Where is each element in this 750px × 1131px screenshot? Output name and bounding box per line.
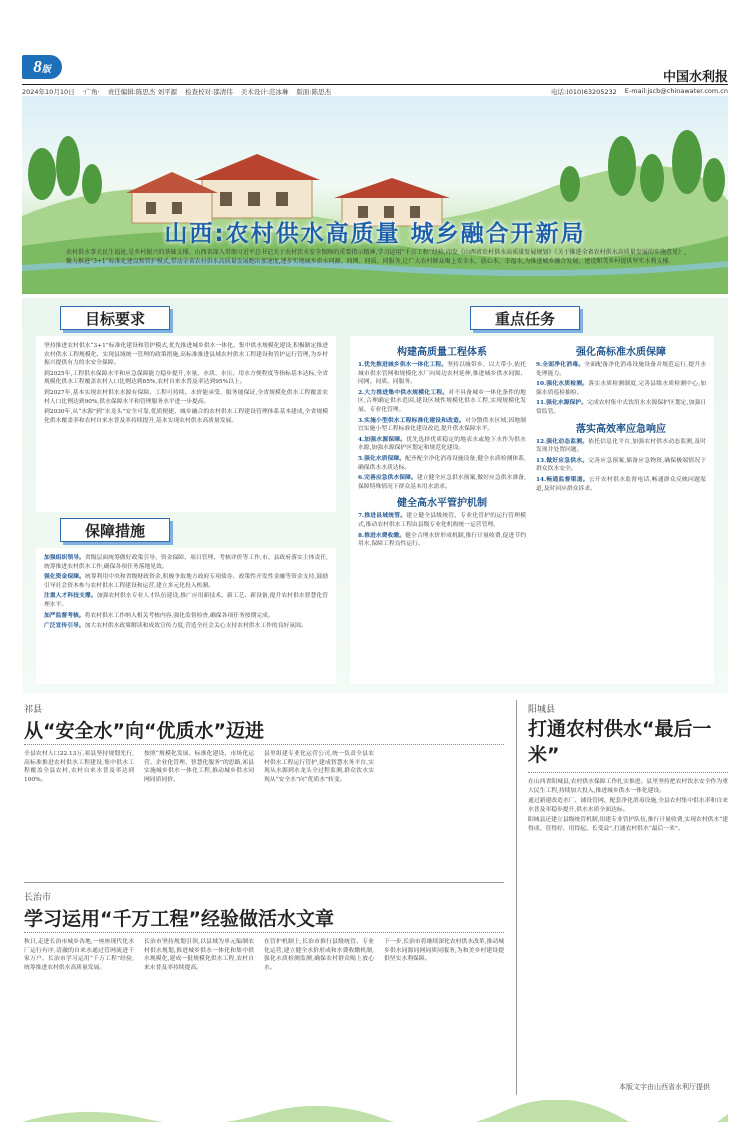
yangcheng-paragraph-3: 阳城县还建立县级统管机制,组建专业管护队伍,推行计量收费,实现农村供水“建得成、管得好、用得起、长受益”,打通农村供水“最后一米”。 (528, 817, 728, 832)
tasks-column-right (536, 340, 706, 495)
changzhi-location: 长治市 (24, 893, 52, 903)
page-title: 山西:农村供水高质量 城乡融合开新局 (164, 221, 586, 247)
tasks-subhead-quality: 强化高标准水质保障 (576, 347, 666, 358)
grass-decoration (22, 1100, 728, 1122)
contact-email: E-mail:jscb@chinawater.com.cn (624, 87, 728, 95)
changzhi-paragraph-3: 在管护机制上,长治市推行县级统管、专业化运营,建立健全水价形成和水费收缴机制,强化水质检测监测,确保农村群众喝上放心水。 (264, 939, 374, 971)
task-item: 1.优先推进城乡供水一体化工程。坚持以城带乡、以大带小,依托城市供水管网和规模化水厂向周边农村延伸,推进城乡供水同源、同网、同质、同服务。 (358, 362, 526, 386)
goals-paragraph-2: 到2025年,工程供水保障水平和应急保障能力稳步提升,水量、水质、水压、用水方便程度等指标基本达标,全省规模化供水工程覆盖农村人口比例达到85%,农村自来水普及率达到95%以上。 (44, 370, 328, 386)
house-icon (194, 154, 320, 218)
contact-phone: 电话:(010)63205232 (551, 88, 617, 96)
yangcheng-paragraph-2: 通过新建改造水厂、铺设管网、配套净化消毒设施,全县农村集中供水率和自来水普及率稳步提升,供水水质全面达标。 (528, 798, 728, 813)
qixian-divider (24, 744, 504, 745)
goals-heading: 目标要求 (60, 306, 170, 330)
section-divider (24, 882, 504, 883)
goals-paragraph-1: 坚持推进农村供水“3+1”标准化建设和管护模式,优先推进城乡供水一体化、集中供水规模化建设,积极制定推进农村供水工程规模化、实现县域统一管理的政策措施,高标准推进县域农村供水工程建设和管护运行管理,为乡村振兴提供有力的水安全保障。 (44, 343, 328, 367)
intro-paragraph: 农村供水事关民生福祉,是乡村振兴的基础支撑。山西省深入贯彻习近平总书记关于农村饮水安全保障的重要指示精神,学习运用“千万工程”经验,印发《山西省农村供水高质量发展规划》《关于推进全省农村供水高质量发展的实施意见》,聚力推进“3+1”标准化建设和管护模式,带动全省农村供水高质量发展跑出加速度,逐步实现城乡供水同源、同网、同质、同服务,让广大农村群众喝上安全水、放心水、幸福水,为推进城乡融合发展、建设和美乡村提供坚实水利支撑。 (66, 249, 686, 265)
yangcheng-headline: 打通农村供水“最后一米” (528, 718, 712, 766)
section-category: ·广角· (82, 88, 100, 96)
changzhi-paragraph-1: 秋日,走进长治市城乡各地,一座座现代化水厂运行有序,清澈的自来水通过管网流进千家万户。长治市学习运用“千万工程”经验,统筹推进农村供水高质量发展。 (24, 939, 134, 971)
changzhi-column-4 (384, 938, 504, 966)
safeguards-heading: 保障措施 (60, 518, 170, 542)
changzhi-column-1 (24, 938, 134, 974)
qixian-paragraph-2: 按照“规模化发展、标准化建设、市场化运营、企业化管理、智慧化服务”的思路,祁县实施城乡供水一体化工程,推动城乡供水同网同质同价。 (144, 751, 254, 783)
layout-credit: 版面:陈思杰 (296, 88, 332, 96)
editor-credit: 责任编辑:陈思杰 刘平源 (107, 88, 177, 96)
credit-note: 本版文字由山西省水利厅提供 (619, 1083, 710, 1091)
tasks-subhead-engineering: 构建高质量工程体系 (397, 347, 487, 358)
meta-line (22, 84, 728, 96)
page-number-badge (22, 55, 62, 79)
yangcheng-location: 阳城县 (528, 705, 556, 715)
masthead (0, 0, 750, 96)
yangcheng-body (528, 778, 728, 836)
changzhi-column-3 (264, 938, 374, 974)
tasks-panel (350, 336, 714, 684)
changzhi-column-2 (144, 938, 254, 974)
tasks-column-left (358, 340, 526, 551)
yangcheng-paragraph-1: 在山西省阳城县,农村供水保障工作扎实推进。县里坚持把农村饮水安全作为重大民生工程,持续加大投入,推进城乡供水一体化建设。 (528, 779, 728, 794)
qixian-headline: 从“安全水”向“优质水”迈进 (24, 720, 264, 742)
qixian-column-2 (144, 750, 254, 786)
qixian-column-1 (24, 750, 134, 786)
task-item: 4.加强水源保障。优先选择优质稳定的地表水或地下水作为供水水源,加强水源保护区划定和规范化建设。 (358, 436, 526, 452)
tasks-subhead-emergency: 落实高效率应急响应 (576, 423, 666, 435)
task-item: 13.做好应急供水。完善应急预案,储备应急物资,确保极端情况下群众饮水安全。 (536, 457, 707, 473)
safeguard-item: 强化资金保障。统筹利用中央和省级财政资金,积极争取地方政府专项债券、政策性开发性金融等资金支持,鼓励引导社会资本参与农村供水工程建设和运营,建立多元化投入机制。 (44, 574, 328, 589)
safeguards-panel (36, 548, 336, 684)
task-item: 2.大力推进集中供水规模化工程。对不具备城乡一体化条件的地区,合理确定供水范围,建设区域性规模化供水工程,实现规模化发展、专业化管理。 (358, 389, 526, 413)
task-item: 3.实施小型供水工程标准化建设和改造。对分散供水区域,因地制宜实施小型工程标准化建设改造,提升供水保障水平。 (358, 417, 526, 433)
changzhi-paragraph-2: 长治市坚持规划引领,以县域为单元编制农村供水规划,推进城乡供水一体化和集中供水规模化,建成一批规模化供水工程,农村自来水普及率持续提高。 (144, 939, 254, 971)
yangcheng-divider (528, 772, 728, 773)
qixian-paragraph-3: 县里组建专业化运营公司,统一负责全县农村供水工程运行管护,建成智慧水务平台,实现从水源到水龙头全过程监测,群众饮水实现从“安全水”向“优质水”转变。 (264, 751, 374, 783)
column-divider (516, 700, 517, 1095)
goals-panel (36, 336, 336, 512)
changzhi-headline: 学习运用“千万工程”经验做活水文章 (24, 908, 334, 930)
qixian-column-3 (264, 750, 374, 786)
goals-paragraph-4: 到2030年,从“水源”到“水龙头”安全可靠,优质便捷、城乡融合的农村供水工程建设管理体系基本建成,全省规模化供水覆盖率和农村自来水普及率持续提升,基本实现农村供水高质量发展。 (44, 409, 328, 424)
tasks-subhead-management: 健全高水平管护机制 (397, 498, 487, 510)
safeguard-item: 加严监督考核。将农村供水工作纳入相关考核内容,强化监督检查,确保各项任务按期完成。 (44, 612, 274, 619)
task-item: 7.推进县域统管。建立健全县级统管、专业化管护的运行管理模式,推动农村供水工程由县级专业化机构统一运营管理。 (358, 513, 526, 528)
changzhi-paragraph-4: 下一步,长治市将继续深化农村供水改革,推动城乡供水同源同网同质同服务,为和美乡村建设提供坚实水利保障。 (384, 939, 504, 963)
safeguard-item: 注重人才科技支撑。加强农村供水专业人才队伍建设,推广应用新技术、新工艺、新设备,提升农村供水智慧化管理水平。 (44, 593, 328, 608)
page-label: 版 (41, 64, 51, 74)
page-number: 8 (33, 57, 42, 76)
task-item: 6.完善应急供水保障。建立健全应急供水预案,做好应急供水准备,保障特殊情况下群众基本用水需求。 (358, 475, 526, 490)
task-item: 10.强化水质检测。落实水质检测制度,完善县级水质检测中心,加强水质巡检抽检。 (536, 381, 707, 396)
changzhi-divider (24, 932, 504, 933)
task-item: 9.全面净化消毒。全面配备净化消毒设施设备并规范运行,提升水处理能力。 (536, 362, 706, 377)
qixian-paragraph-1: 全县农村人口22.13万,祁县坚持规划先行,高标准推进农村供水工程建设,集中供水工程覆盖全县农村,农村自来水普及率达到100%。 (24, 751, 134, 783)
tasks-heading: 重点任务 (470, 306, 580, 330)
safeguard-item: 加强组织领导。省级层面统筹做好政策引导、资金保障、项目管理、考核评价等工作,市、县政府落实主体责任,统筹推进农村供水工作,确保各项任务落地见效。 (44, 555, 328, 570)
task-item: 12.强化动态监测。依托信息化平台,加强农村供水动态监测,及时发现并处置问题。 (536, 438, 707, 454)
paper-name: 中国水利报 (662, 70, 728, 85)
qixian-location: 祁县 (24, 705, 43, 715)
art-credit: 美术设计:范冰琳 (240, 88, 289, 96)
safeguard-item: 广泛宣传引导。加大农村供水政策解读和成效宣传力度,营造全社会关心支持农村供水工作的良好氛围。 (44, 623, 307, 630)
task-item: 8.推进水费收缴。健全合理水价形成机制,推行计量收费,促进节约用水,保障工程良性运行。 (358, 532, 526, 548)
goals-paragraph-3: 到2027年,基本实现农村供水水源有保障、工程可持续、水价能承受、服务能保证,全省规模化供水工程覆盖农村人口比例达到90%,供水保障水平和管理服务水平进一步提高。 (44, 389, 328, 405)
task-item: 14.畅通监督渠道。公开农村供水监督电话,畅通群众反映问题渠道,及时回应群众诉求。 (536, 476, 706, 492)
task-item: 11.强化水源保护。完成农村集中式饮用水水源保护区划定,加强日常监管。 (536, 400, 706, 415)
issue-date: 2024年10月10日 (22, 88, 75, 96)
task-item: 5.强化水质保障。配齐配全净化消毒设施设备,健全水质检测体系,确保供水水质达标。 (358, 455, 526, 471)
proof-credit: 检查校对:邵清伟 (185, 88, 233, 96)
